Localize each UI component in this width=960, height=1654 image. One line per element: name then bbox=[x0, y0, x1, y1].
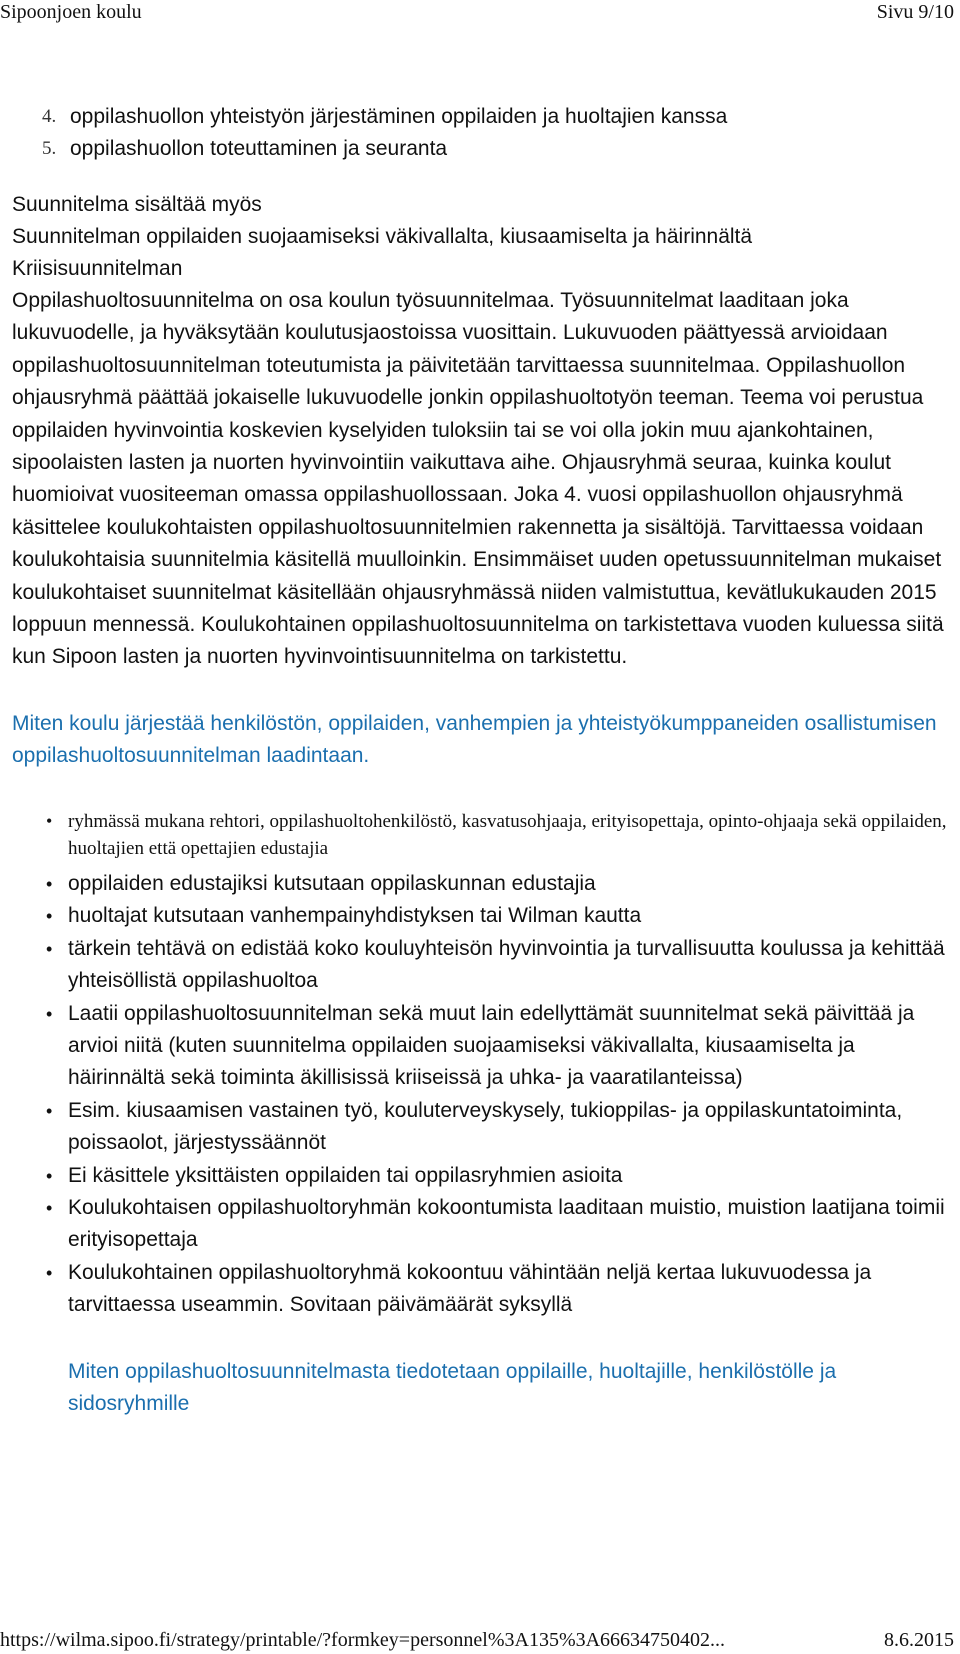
bullet-item bbox=[12, 1257, 952, 1322]
numbered-item bbox=[12, 101, 952, 133]
bullet-text: ryhmässä mukana rehtori, oppilashuoltohenkilöstö, kasvatusohjaaja, erityisopettaja, opinto-ohjaaja sekä oppilaiden, huoltajien että opettajien edustajia bbox=[68, 810, 947, 859]
bullet-item bbox=[12, 868, 952, 900]
bullet-icon: • bbox=[46, 906, 53, 927]
bullet-item bbox=[12, 933, 952, 998]
bullet-icon: • bbox=[46, 1003, 53, 1024]
also-contains-line: Kriisisuunnitelman bbox=[12, 257, 183, 280]
print-date: 8.6.2015 bbox=[884, 1629, 954, 1651]
item-number: 5. bbox=[42, 138, 57, 159]
bullet-item bbox=[12, 998, 952, 1095]
bullet-text: Laatii oppilashuoltosuunnitelman sekä muut lain edellyttämät suunnitelmat sekä päivittää ja arvioi niitä (kuten suunnitelma oppilaiden suojaamiseksi väkivallalta, kiusaamiselta ja häirinnältä sekä toiminta äkillisissä kriiseissä ja uhka- ja vaaratilanteissa) bbox=[68, 1001, 915, 1090]
numbered-list bbox=[12, 101, 952, 165]
page-header bbox=[0, 0, 960, 24]
also-contains-line: Suunnitelman oppilaiden suojaamiseksi väkivallalta, kiusaamiselta ja häirinnältä bbox=[12, 225, 753, 248]
bullet-item bbox=[12, 1192, 952, 1257]
bullet-text: huoltajat kutsutaan vanhempainyhdistyksen tai Wilman kautta bbox=[68, 904, 642, 928]
section-heading: Miten oppilashuoltosuunnitelmasta tiedotetaan oppilaille, huoltajille, henkilöstölle ja sidosryhmille bbox=[68, 1359, 837, 1415]
bullet-text: Ei käsittele yksittäisten oppilaiden tai oppilasryhmien asioita bbox=[68, 1163, 623, 1187]
bullet-item bbox=[12, 900, 952, 932]
bullet-text: oppilaiden edustajiksi kutsutaan oppilaskunnan edustajia bbox=[68, 871, 596, 895]
item-text: oppilashuollon toteuttaminen ja seuranta bbox=[70, 137, 448, 160]
bullet-item bbox=[12, 806, 952, 862]
bullet-text: Koulukohtaisen oppilashuoltoryhmän kokoontumista laaditaan muistio, muistion laatijana toimii erityisopettaja bbox=[68, 1195, 945, 1252]
item-number: 4. bbox=[42, 106, 57, 127]
bullet-icon: • bbox=[46, 1165, 53, 1186]
bullet-icon: • bbox=[46, 873, 53, 894]
bullet-icon: • bbox=[46, 1197, 53, 1218]
page-number: Sivu 9/10 bbox=[876, 1, 954, 23]
bullet-text: tärkein tehtävä on edistää koko kouluyhteisön hyvinvointia ja turvallisuutta koulussa ja kehittää yhteisöllistä oppilashuoltoa bbox=[68, 936, 945, 993]
bullet-icon: • bbox=[46, 1100, 53, 1121]
bullet-text: Esim. kiusaamisen vastainen työ, kouluterveyskysely, tukioppilas- ja oppilaskuntatoiminta, poissaolot, järjestyssäännöt bbox=[68, 1098, 903, 1155]
bullet-item bbox=[12, 1095, 952, 1160]
also-contains-intro: Suunnitelma sisältää myös bbox=[12, 193, 262, 216]
page-footer bbox=[0, 1627, 960, 1654]
bullet-icon: • bbox=[46, 810, 53, 831]
body-paragraph: Oppilashuoltosuunnitelma on osa koulun työsuunnitelmaa. Työsuunnitelmat laaditaan joka lukuvuodelle, ja hyväksytään koulutusjaostoissa vuosittain. Lukuvuoden päättyessä arvioidaan oppilashuoltosuunnitelman toteutumista ja päivitetään tarvittaessa suunnitelmaa. Oppilashuollon ohjausryhmä päättää jokaiselle lukuvuodelle jonkin oppilashuoltotyön teeman. Teema voi perustua oppilaiden hyvinvointia koskevien kyselyiden tuloksiin tai se voi olla jokin muu ajankohtainen, sipoolaisten lasten ja nuorten hyvinvointiin vaikuttava aihe. Ohjausryhmä seuraa, kuinka koulut huomioivat vuositeeman omassa oppilashuollossaan. Joka 4. vuosi oppilashuollon ohjausryhmä käsittelee koulukohtaisten oppilashuoltosuunnitelmien rakennetta ja sisältöjä. Tarvittaessa voidaan koulukohtaisia suunnitelmia käsitellä muulloinkin. Ensimmäiset uuden opetussuunnitelman mukaiset koulukohtaiset suunnitelmat käsitellään ohjausryhmässä niiden valmistuttua, kevätlukukauden 2015 loppuun mennessä. Koulukohtainen oppilashuoltosuunnitelma on tarkistettava vuoden kuluessa siitä kun Sipoon lasten ja nuorten hyvinvointisuunnitelma on tarkistettu. bbox=[12, 289, 944, 669]
document-body bbox=[12, 101, 952, 1420]
school-name: Sipoonjoen koulu bbox=[0, 1, 142, 23]
item-text: oppilashuollon yhteistyön järjestäminen oppilaiden ja huoltajien kanssa bbox=[70, 105, 728, 128]
bullet-text: Koulukohtainen oppilashuoltoryhmä kokoontuu vähintään neljä kertaa lukuvuodessa ja tarvittaessa useammin. Sovitaan päivämäärät syksyllä bbox=[68, 1260, 872, 1317]
section-heading: Miten koulu järjestää henkilöstön, oppilaiden, vanhempien ja yhteistyökumppaneiden osallistumisen oppilashuoltosuunnitelman laadintaan. bbox=[12, 711, 937, 767]
numbered-item bbox=[12, 133, 952, 165]
bullet-list bbox=[12, 806, 952, 1322]
bullet-icon: • bbox=[46, 1262, 53, 1283]
print-url: https://wilma.sipoo.fi/strategy/printable/?formkey=personnel%3A135%3A66634750402... bbox=[0, 1629, 726, 1651]
bullet-item bbox=[12, 1160, 952, 1192]
bullet-icon: • bbox=[46, 938, 53, 959]
